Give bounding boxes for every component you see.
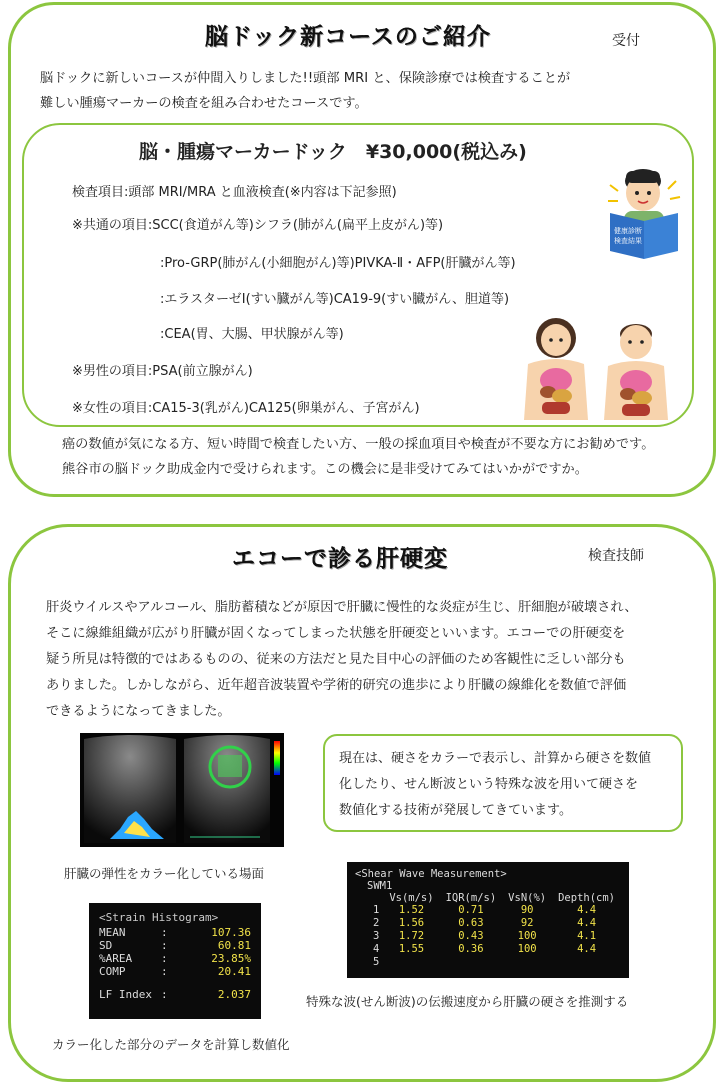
- strain-value: 60.81: [217, 939, 251, 952]
- shear-header: IQR(m/s): [445, 892, 497, 904]
- strain-title: <Strain Histogram>: [99, 911, 219, 924]
- strain-value: 20.41: [217, 965, 251, 978]
- shear-value: 4.4: [577, 917, 597, 929]
- strain-label: MEAN: [99, 926, 126, 939]
- shear-value: 0.71: [458, 904, 484, 916]
- callout-line: 化したり、せん断波という特殊な波を用いて硬さを: [339, 777, 639, 792]
- section1-department: 受付: [612, 33, 640, 49]
- shear-value: 4.1: [577, 930, 597, 942]
- lf-index-row: [99, 988, 251, 1001]
- shear-value: 1.52: [398, 904, 425, 916]
- body-line: 疑う所見は特徴的ではあるものの、従来の方法だと見た目中心の評価のため客観性に乏しい部分も: [46, 652, 626, 667]
- strain-label: %AREA: [99, 952, 133, 965]
- shear-value: [552, 956, 621, 969]
- body-line: 肝炎ウイルスやアルコール、脂肪蓄積などが原因で肝臓に慢性的な炎症が生じ、肝細胞が破壊され、: [46, 600, 638, 615]
- section1-closing: [62, 432, 654, 482]
- anatomy-illustration: [518, 316, 678, 420]
- strain-row: [99, 965, 251, 978]
- technology-callout: [323, 734, 683, 832]
- shear-index: 3: [373, 930, 380, 942]
- exam-item: 検査項目:頭部 MRI/MRA と血液検査(※内容は下記参照): [72, 185, 397, 200]
- book-label: 健康診断: [614, 227, 642, 235]
- strain-label: COMP: [99, 965, 126, 978]
- shearwave-caption: 特殊な波(せん断波)の伝搬速度から肝臓の硬さを推測する: [306, 994, 629, 1009]
- strain-histogram-panel: [89, 903, 261, 1019]
- shear-row: [369, 904, 621, 917]
- doctor-reading-illustration: [598, 163, 690, 263]
- shear-value: 0.43: [458, 930, 484, 942]
- lf-label: LF Index: [99, 988, 152, 1001]
- ultrasound-elastography-image: [80, 733, 284, 847]
- histogram-caption: カラー化した部分のデータを計算し数値化: [52, 1037, 290, 1052]
- shear-header: VsN(%): [508, 892, 547, 904]
- shear-value: 92: [520, 917, 534, 929]
- shear-value: 1.56: [398, 917, 425, 929]
- section1-intro: [40, 66, 570, 116]
- strain-row: [99, 926, 251, 939]
- strain-row: [99, 939, 251, 952]
- shear-value: 4.4: [577, 904, 597, 916]
- closing-line: 癌の数値が気になる方、短い時間で検査したい方、一般の採血項目や検査が不要な方にお勧めです。: [62, 437, 655, 452]
- shear-value: 100: [517, 930, 537, 942]
- strain-sep: :: [161, 926, 168, 939]
- exam-item: :CEA(胃、大腸、甲状腺がん等): [160, 327, 344, 342]
- callout-line: 数値化する技術が発展してきています。: [339, 803, 572, 818]
- shear-row: [369, 956, 621, 969]
- shear-value: [502, 956, 552, 969]
- body-line: できるようになってきました。: [46, 704, 231, 719]
- strain-value: 23.85%: [211, 952, 251, 965]
- strain-value: 107.36: [211, 926, 251, 939]
- shear-wave-panel: [347, 862, 629, 978]
- shear-header-row: [369, 892, 621, 904]
- closing-line: 熊谷市の脳ドック助成金内で受けられます。この機会に是非受けてみてはいかがですか。: [62, 462, 588, 477]
- strain-sep: :: [161, 965, 168, 978]
- shear-index: 4: [373, 943, 380, 955]
- intro-line: 難しい腫瘍マーカーの検査を組み合わせたコースです。: [40, 96, 368, 111]
- shear-row: [369, 917, 621, 930]
- body-line: そこに線維組織が広がり肝臓が固くなってしまった状態を肝硬変といいます。エコーでの肝硬変を: [46, 626, 626, 641]
- shear-subtitle: SWM1: [367, 880, 393, 892]
- section2-title: エコーで診る肝硬変: [232, 546, 448, 572]
- shear-value: 4.4: [577, 943, 597, 955]
- exam-item: :Pro-GRP(肺がん(小細胞がん)等)PIVKA-Ⅱ・AFP(肝臓がん等): [160, 256, 516, 271]
- exam-item: :エラスターゼⅠ(すい臓がん等)CA19-9(すい臓がん、胆道等): [160, 292, 510, 307]
- section2-body: [46, 595, 638, 725]
- ultrasound-caption: 肝臓の弾性をカラー化している場面: [64, 866, 265, 881]
- shear-value: [383, 956, 439, 969]
- shear-value: 0.63: [458, 917, 484, 929]
- shear-value: 90: [520, 904, 534, 916]
- shear-row: [369, 930, 621, 943]
- book-label: 検査結果: [614, 237, 642, 245]
- strain-label: SD: [99, 939, 113, 952]
- lf-value: 2.037: [217, 988, 251, 1001]
- body-line: ありました。しかしながら、近年超音波装置や学術的研究の進歩により肝臓の線維化を数値で評価: [46, 678, 627, 693]
- callout-line: 現在は、硬さをカラーで表示し、計算から硬さを数値: [339, 751, 652, 766]
- shear-header: Vs(m/s): [389, 892, 434, 904]
- shear-value: 100: [517, 943, 537, 955]
- shear-row: [369, 943, 621, 956]
- shear-header-blank: [369, 892, 383, 904]
- lf-sep: :: [161, 988, 168, 1001]
- shear-value: 1.55: [398, 943, 425, 955]
- shear-table: [369, 892, 621, 969]
- section1-title: 脳ドック新コースのご紹介: [205, 24, 491, 50]
- shear-index: 5: [373, 956, 380, 968]
- shear-header: Depth(cm): [558, 892, 616, 904]
- section2-department: 検査技師: [588, 548, 644, 564]
- shear-value: 0.36: [458, 943, 484, 955]
- shear-title: <Shear Wave Measurement>: [355, 868, 507, 880]
- exam-item: ※女性の項目:CA15-3(乳がん)CA125(卵巣がん、子宮がん): [72, 401, 420, 416]
- exam-item: ※共通の項目:SCC(食道がん等)シフラ(肺がん(扁平上皮がん)等): [72, 218, 444, 233]
- strain-sep: :: [161, 952, 168, 965]
- shear-index: 1: [373, 904, 380, 916]
- course-title: 脳・腫瘍マーカードック ¥30,000(税込み): [139, 141, 527, 163]
- strain-sep: :: [161, 939, 168, 952]
- intro-line: 脳ドックに新しいコースが仲間入りしました!!頭部 MRI と、保険診療では検査することが: [40, 71, 571, 86]
- shear-index: 2: [373, 917, 380, 929]
- strain-row: [99, 952, 251, 965]
- exam-item: ※男性の項目:PSA(前立腺がん): [72, 364, 253, 379]
- strain-rows: [99, 926, 251, 978]
- shear-value: 1.72: [398, 930, 425, 942]
- shear-value: [440, 956, 503, 969]
